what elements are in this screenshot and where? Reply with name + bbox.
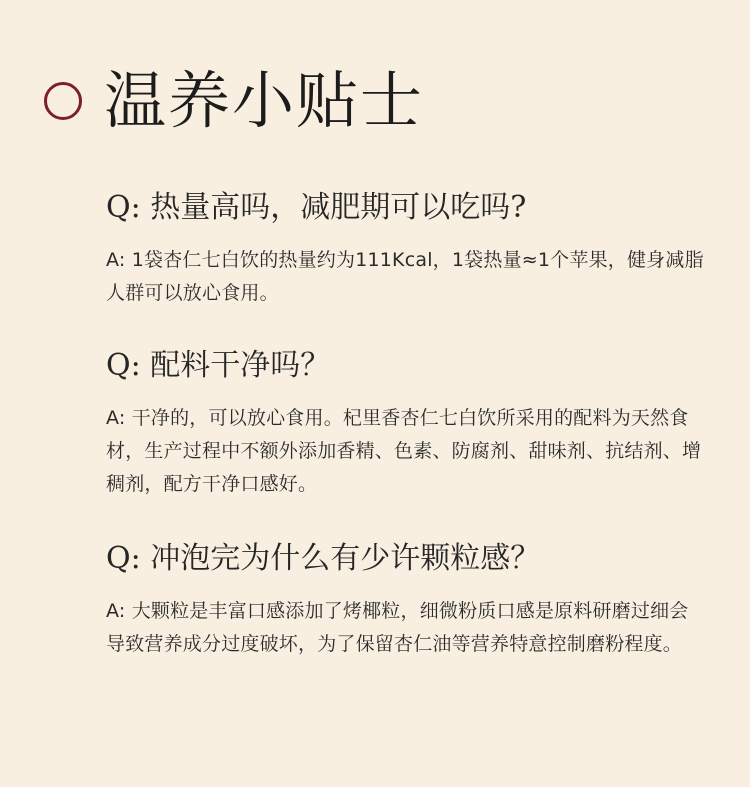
faq-item <box>106 346 706 501</box>
faq-answer: A: 1袋杏仁七白饮的热量约为111Kcal，1袋热量≈1个苹果，健身减脂人群可以放心食用。 <box>106 249 704 304</box>
faq-question: Q: 冲泡完为什么有少许颗粒感？ <box>106 541 541 576</box>
faq-answer: A: 大颗粒是丰富口感添加了烤椰粒，细微粉质口感是原料研磨过细会导致营养成分过度破坏，为了保留杏仁油等营养特意控制磨粉程度。 <box>106 600 689 655</box>
header <box>44 64 425 137</box>
faq-question: Q: 热量高吗，减肥期可以吃吗? <box>106 190 527 225</box>
page-title: 温养小贴士 <box>104 64 425 137</box>
faq-answer: A: 干净的，可以放心食用。杞里香杏仁七白饮所采用的配料为天然食材，生产过程中不额外添加香精、色素、防腐剂、甜味剂、抗结剂、增稠剂，配方干净口感好。 <box>106 407 702 495</box>
circle-icon <box>44 82 82 120</box>
faq-item <box>106 188 706 310</box>
faq-item <box>106 539 706 661</box>
faq-question: Q: 配料干净吗？ <box>106 348 331 383</box>
